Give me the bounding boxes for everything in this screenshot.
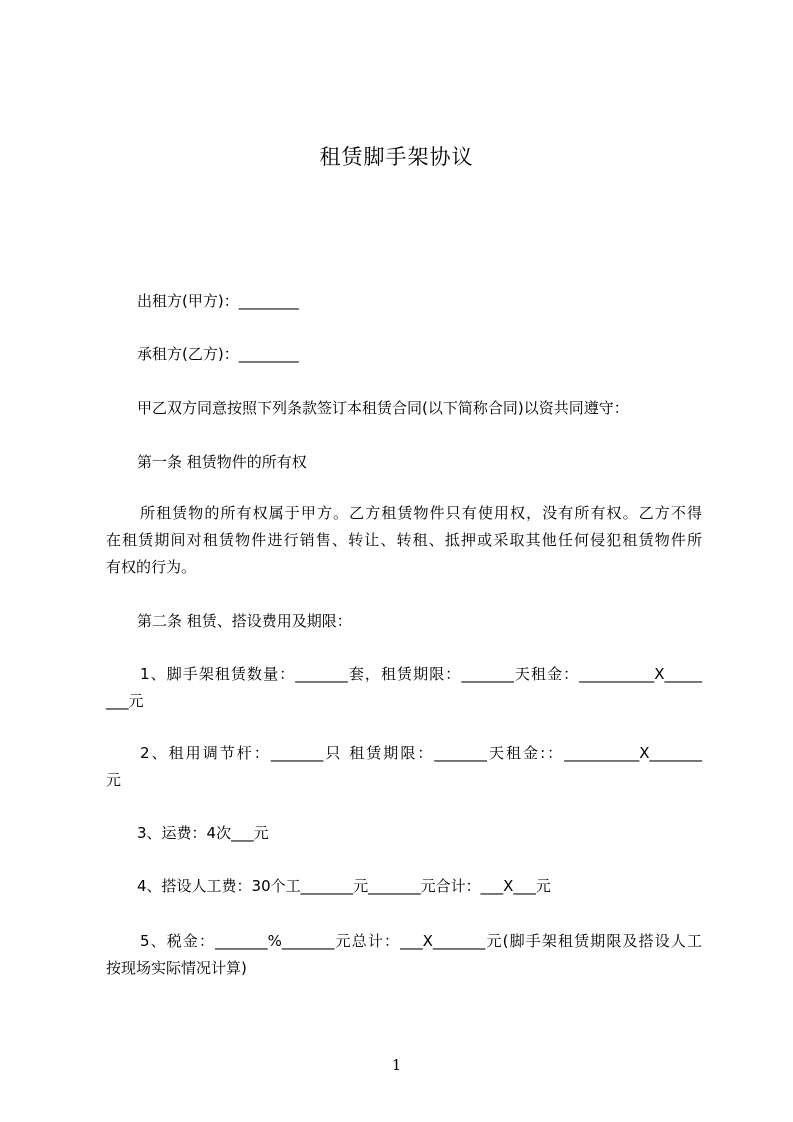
item-5-line-1: 5、税金：_______%_______元总计：___X_______元(脚手架租赁期限及搭设人工 (140, 932, 702, 950)
article-2-item-1 (106, 661, 702, 715)
document-title: 租赁脚手架协议 (319, 145, 474, 169)
article-2-heading: 第二条 租赁、搭设费用及期限： (137, 612, 352, 630)
article-1-line-2: 在租赁期间对租赁物件进行销售、转让、转租、抵押或采取其他任何侵犯租赁物件所 (106, 531, 702, 549)
article-1-body (106, 500, 702, 581)
item-2-line-2: 元 (106, 771, 122, 789)
article-2-item-3: 3、运费：4次___元 (137, 824, 269, 842)
item-1-line-1: 1、脚手架租赁数量：_______套，租赁期限：_______天租金：__________X_____ (140, 665, 702, 683)
item-2-line-1: 2、租用调节杆：_______只 租赁期限：_______天租金:：__________X_______ (140, 744, 702, 762)
page-number: 1 (391, 1056, 402, 1074)
article-1-heading: 第一条 租赁物件的所有权 (137, 453, 307, 471)
intro-paragraph: 甲乙双方同意按照下列条款签订本租赁合同(以下简称合同)以资共同遵守： (137, 399, 629, 417)
article-2-item-2 (106, 740, 702, 794)
lessor-line: 出租方(甲方)：________ (137, 292, 299, 310)
article-2-item-4: 4、搭设人工费：30个工_______元_______元合计：___X___元 (137, 877, 551, 895)
lessee-line: 承租方(乙方)：________ (137, 345, 299, 363)
item-1-line-2: ___元 (106, 692, 144, 710)
item-5-line-2: 按现场实际情况计算) (106, 959, 247, 977)
article-2-item-5 (106, 928, 702, 982)
article-1-line-3: 有权的行为。 (106, 558, 197, 576)
article-1-line-1: 所租赁物的所有权属于甲方。乙方租赁物件只有使用权，没有所有权。乙方不得 (140, 504, 702, 522)
